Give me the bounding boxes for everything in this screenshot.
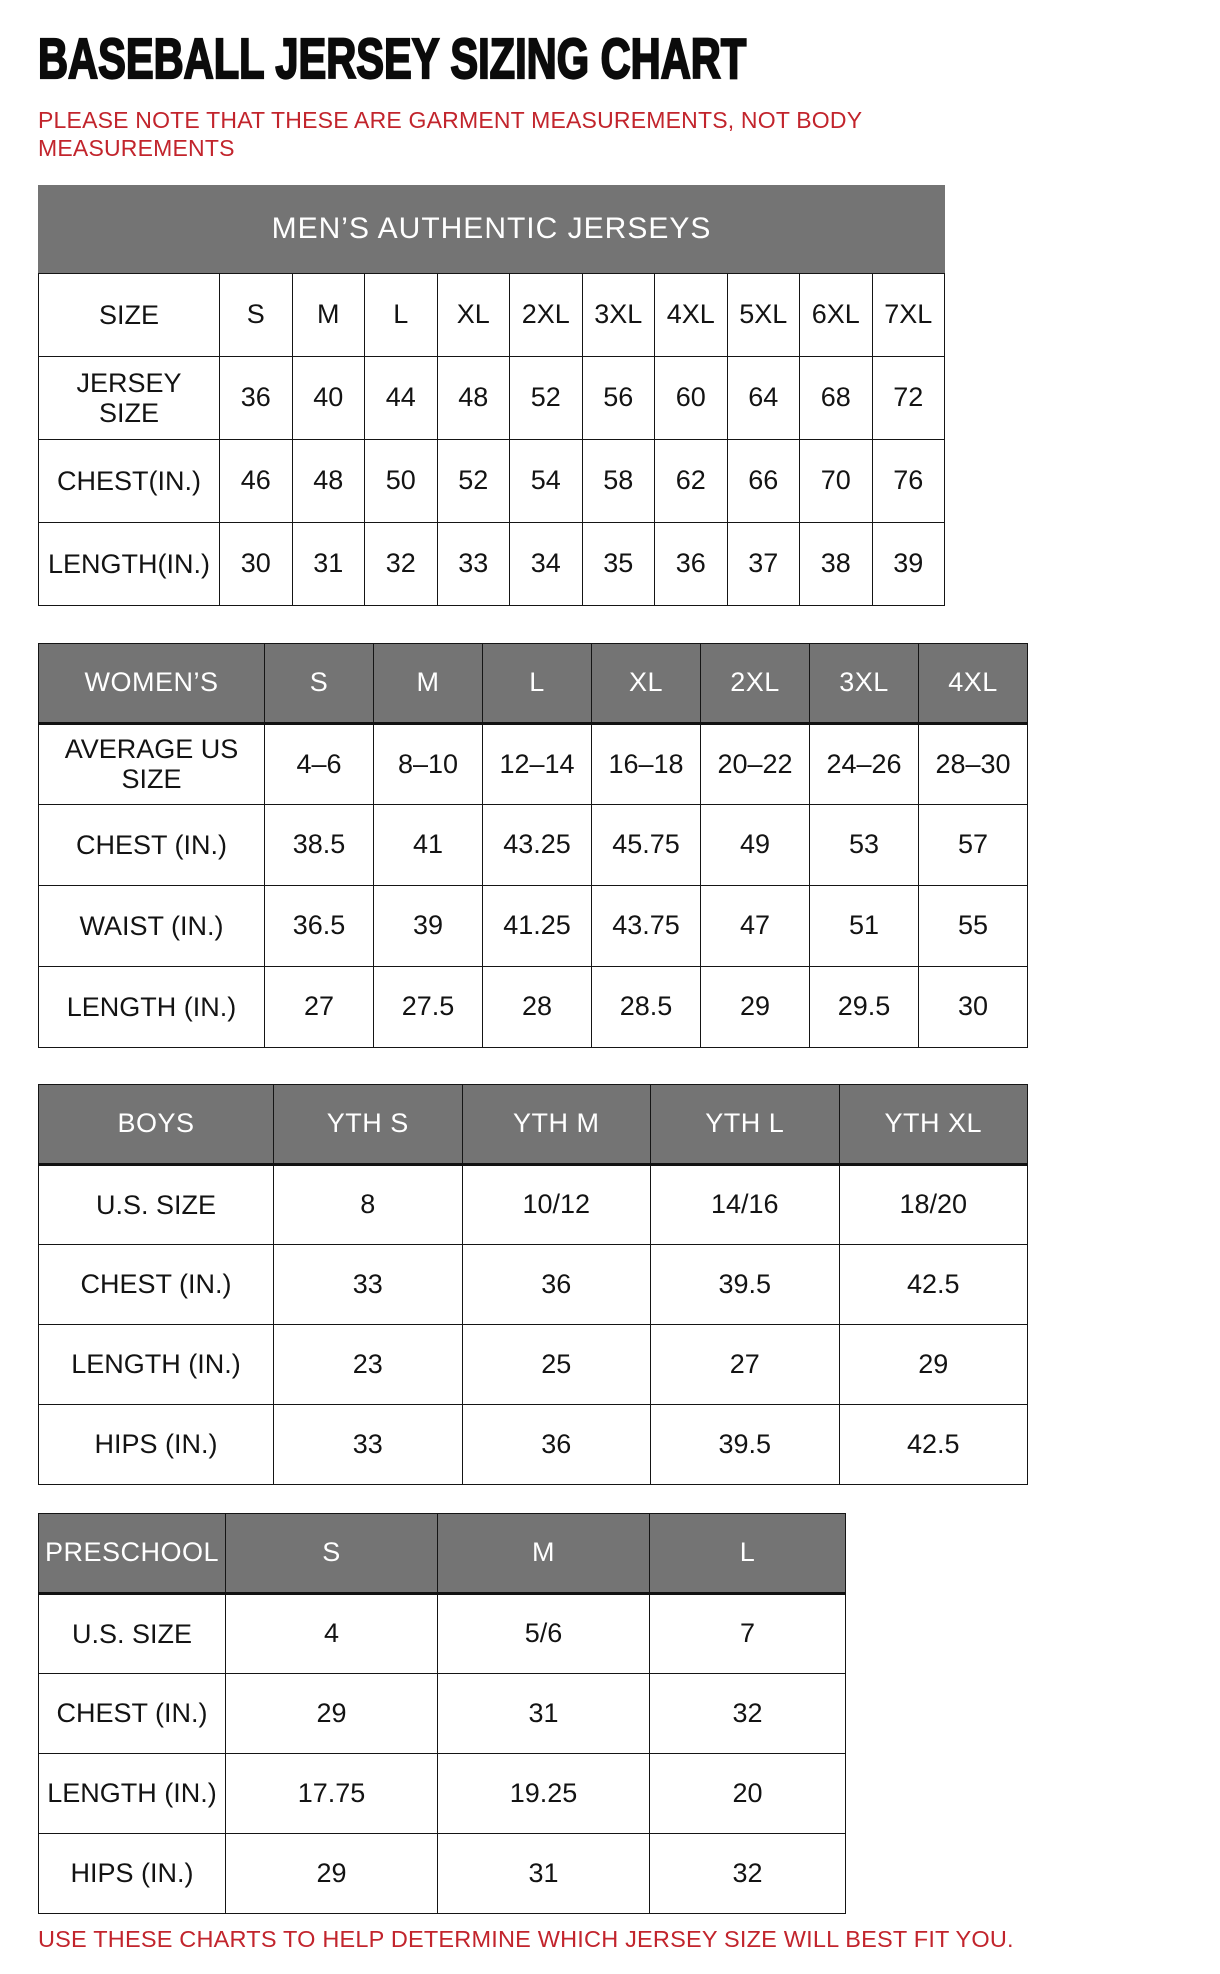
cell: 5XL — [727, 273, 800, 356]
cell: 39.5 — [651, 1404, 840, 1484]
cell: 16–18 — [592, 723, 701, 804]
page-title: BASEBALL JERSEY SIZING CHART — [38, 27, 747, 91]
cell: 29 — [839, 1324, 1028, 1404]
cell: 28 — [483, 966, 592, 1047]
row-label: U.S. SIZE — [39, 1593, 226, 1673]
cell: 31 — [438, 1833, 650, 1913]
cell: 24–26 — [810, 723, 919, 804]
cell: 8–10 — [374, 723, 483, 804]
row-label: CHEST(IN.) — [39, 439, 220, 522]
cell: 39 — [374, 885, 483, 966]
column-header: XL — [592, 643, 701, 723]
cell: 20–22 — [701, 723, 810, 804]
row-label: LENGTH (IN.) — [39, 1753, 226, 1833]
row-label: AVERAGE US SIZE — [39, 723, 265, 804]
cell: 20 — [650, 1753, 846, 1833]
womens-sizing-table — [38, 643, 1028, 1048]
cell: 50 — [365, 439, 438, 522]
row-label: WAIST (IN.) — [39, 885, 265, 966]
cell: 17.75 — [226, 1753, 438, 1833]
cell: 12–14 — [483, 723, 592, 804]
column-header: 4XL — [919, 643, 1028, 723]
cell: 25 — [462, 1324, 651, 1404]
cell: 18/20 — [839, 1164, 1028, 1244]
cell: 30 — [220, 522, 293, 605]
cell: 33 — [274, 1404, 463, 1484]
cell: 38.5 — [265, 804, 374, 885]
cell: 48 — [437, 356, 510, 439]
row-label: LENGTH (IN.) — [39, 1324, 274, 1404]
cell: 66 — [727, 439, 800, 522]
table-row — [39, 1753, 846, 1833]
cell: 52 — [437, 439, 510, 522]
cell: 43.25 — [483, 804, 592, 885]
boys-sizing-table — [38, 1084, 1028, 1485]
cell: 3XL — [582, 273, 655, 356]
cell: L — [365, 273, 438, 356]
cell: 32 — [365, 522, 438, 605]
column-header: L — [483, 643, 592, 723]
table-row — [39, 1244, 1028, 1324]
table-header-row — [39, 643, 1028, 723]
cell: 47 — [701, 885, 810, 966]
cell: 19.25 — [438, 1753, 650, 1833]
cell: 32 — [650, 1673, 846, 1753]
row-label: HIPS (IN.) — [39, 1833, 226, 1913]
fit-advice-note: USE THESE CHARTS TO HELP DETERMINE WHICH JERSEY SIZE WILL BEST FIT YOU. — [38, 1925, 1014, 1952]
cell: 36 — [462, 1404, 651, 1484]
table-row — [39, 356, 945, 439]
mens-table-title-bar — [38, 185, 945, 273]
cell: 38 — [800, 522, 873, 605]
cell: 64 — [727, 356, 800, 439]
cell: XL — [437, 273, 510, 356]
row-label: JERSEY SIZE — [39, 356, 220, 439]
cell: 7XL — [872, 273, 945, 356]
table-row — [39, 804, 1028, 885]
cell: 23 — [274, 1324, 463, 1404]
cell: 2XL — [510, 273, 583, 356]
cell: S — [220, 273, 293, 356]
cell: 8 — [274, 1164, 463, 1244]
row-label: CHEST (IN.) — [39, 1244, 274, 1324]
cell: 30 — [919, 966, 1028, 1047]
column-header: M — [374, 643, 483, 723]
cell: 42.5 — [839, 1404, 1028, 1484]
row-label: CHEST (IN.) — [39, 804, 265, 885]
cell: 34 — [510, 522, 583, 605]
cell: 27 — [265, 966, 374, 1047]
table-row — [39, 723, 1028, 804]
cell: 35 — [582, 522, 655, 605]
table-row — [39, 966, 1028, 1047]
row-label: SIZE — [39, 273, 220, 356]
cell: 29 — [701, 966, 810, 1047]
cell: 76 — [872, 439, 945, 522]
cell: 33 — [274, 1244, 463, 1324]
table-row — [39, 1673, 846, 1753]
row-label: CHEST (IN.) — [39, 1673, 226, 1753]
cell: 36.5 — [265, 885, 374, 966]
preschool-sizing-table — [38, 1513, 846, 1914]
cell: 31 — [292, 522, 365, 605]
row-label: LENGTH (IN.) — [39, 966, 265, 1047]
cell: 46 — [220, 439, 293, 522]
row-label: HIPS (IN.) — [39, 1404, 274, 1484]
cell: 70 — [800, 439, 873, 522]
cell: M — [292, 273, 365, 356]
row-label: U.S. SIZE — [39, 1164, 274, 1244]
cell: 58 — [582, 439, 655, 522]
cell: 45.75 — [592, 804, 701, 885]
cell: 14/16 — [651, 1164, 840, 1244]
cell: 57 — [919, 804, 1028, 885]
table-row — [39, 522, 945, 605]
cell: 44 — [365, 356, 438, 439]
cell: 28.5 — [592, 966, 701, 1047]
cell: 36 — [220, 356, 293, 439]
cell: 29 — [226, 1673, 438, 1753]
cell: 40 — [292, 356, 365, 439]
cell: 10/12 — [462, 1164, 651, 1244]
cell: 7 — [650, 1593, 846, 1673]
cell: 27 — [651, 1324, 840, 1404]
cell: 53 — [810, 804, 919, 885]
table-row — [39, 1833, 846, 1913]
cell: 48 — [292, 439, 365, 522]
cell: 33 — [437, 522, 510, 605]
row-label: LENGTH(IN.) — [39, 522, 220, 605]
cell: 31 — [438, 1673, 650, 1753]
cell: 37 — [727, 522, 800, 605]
table-row — [39, 1404, 1028, 1484]
cell: 60 — [655, 356, 728, 439]
column-header: 3XL — [810, 643, 919, 723]
table-title-cell: BOYS — [39, 1084, 274, 1164]
cell: 29 — [226, 1833, 438, 1913]
cell: 54 — [510, 439, 583, 522]
cell: 72 — [872, 356, 945, 439]
column-header: YTH M — [462, 1084, 651, 1164]
table-row — [39, 1324, 1028, 1404]
table-row — [39, 439, 945, 522]
table-row — [39, 273, 945, 356]
cell: 55 — [919, 885, 1028, 966]
cell: 28–30 — [919, 723, 1028, 804]
cell: 4 — [226, 1593, 438, 1673]
table-row — [39, 885, 1028, 966]
cell: 36 — [462, 1244, 651, 1324]
column-header: L — [650, 1513, 846, 1593]
cell: 6XL — [800, 273, 873, 356]
cell: 51 — [810, 885, 919, 966]
cell: 4XL — [655, 273, 728, 356]
cell: 41.25 — [483, 885, 592, 966]
table-row — [39, 1164, 1028, 1244]
cell: 32 — [650, 1833, 846, 1913]
table-header-row — [39, 1084, 1028, 1164]
column-header: S — [226, 1513, 438, 1593]
mens-table-title: MEN’S AUTHENTIC JERSEYS — [271, 211, 712, 245]
cell: 27.5 — [374, 966, 483, 1047]
column-header: YTH XL — [839, 1084, 1028, 1164]
cell: 29.5 — [810, 966, 919, 1047]
cell: 49 — [701, 804, 810, 885]
table-row — [39, 1593, 846, 1673]
column-header: 2XL — [701, 643, 810, 723]
mens-sizing-table — [38, 273, 945, 606]
table-title-cell: WOMEN’S — [39, 643, 265, 723]
cell: 39 — [872, 522, 945, 605]
column-header: YTH L — [651, 1084, 840, 1164]
garment-measurement-note: PLEASE NOTE THAT THESE ARE GARMENT MEASUREMENTS, NOT BODY MEASUREMENTS — [38, 106, 862, 161]
cell: 41 — [374, 804, 483, 885]
cell: 5/6 — [438, 1593, 650, 1673]
cell: 43.75 — [592, 885, 701, 966]
cell: 56 — [582, 356, 655, 439]
cell: 52 — [510, 356, 583, 439]
table-header-row — [39, 1513, 846, 1593]
column-header: YTH S — [274, 1084, 463, 1164]
table-title-cell: PRESCHOOL — [39, 1513, 226, 1593]
cell: 36 — [655, 522, 728, 605]
cell: 4–6 — [265, 723, 374, 804]
cell: 62 — [655, 439, 728, 522]
column-header: S — [265, 643, 374, 723]
cell: 42.5 — [839, 1244, 1028, 1324]
cell: 68 — [800, 356, 873, 439]
column-header: M — [438, 1513, 650, 1593]
cell: 39.5 — [651, 1244, 840, 1324]
